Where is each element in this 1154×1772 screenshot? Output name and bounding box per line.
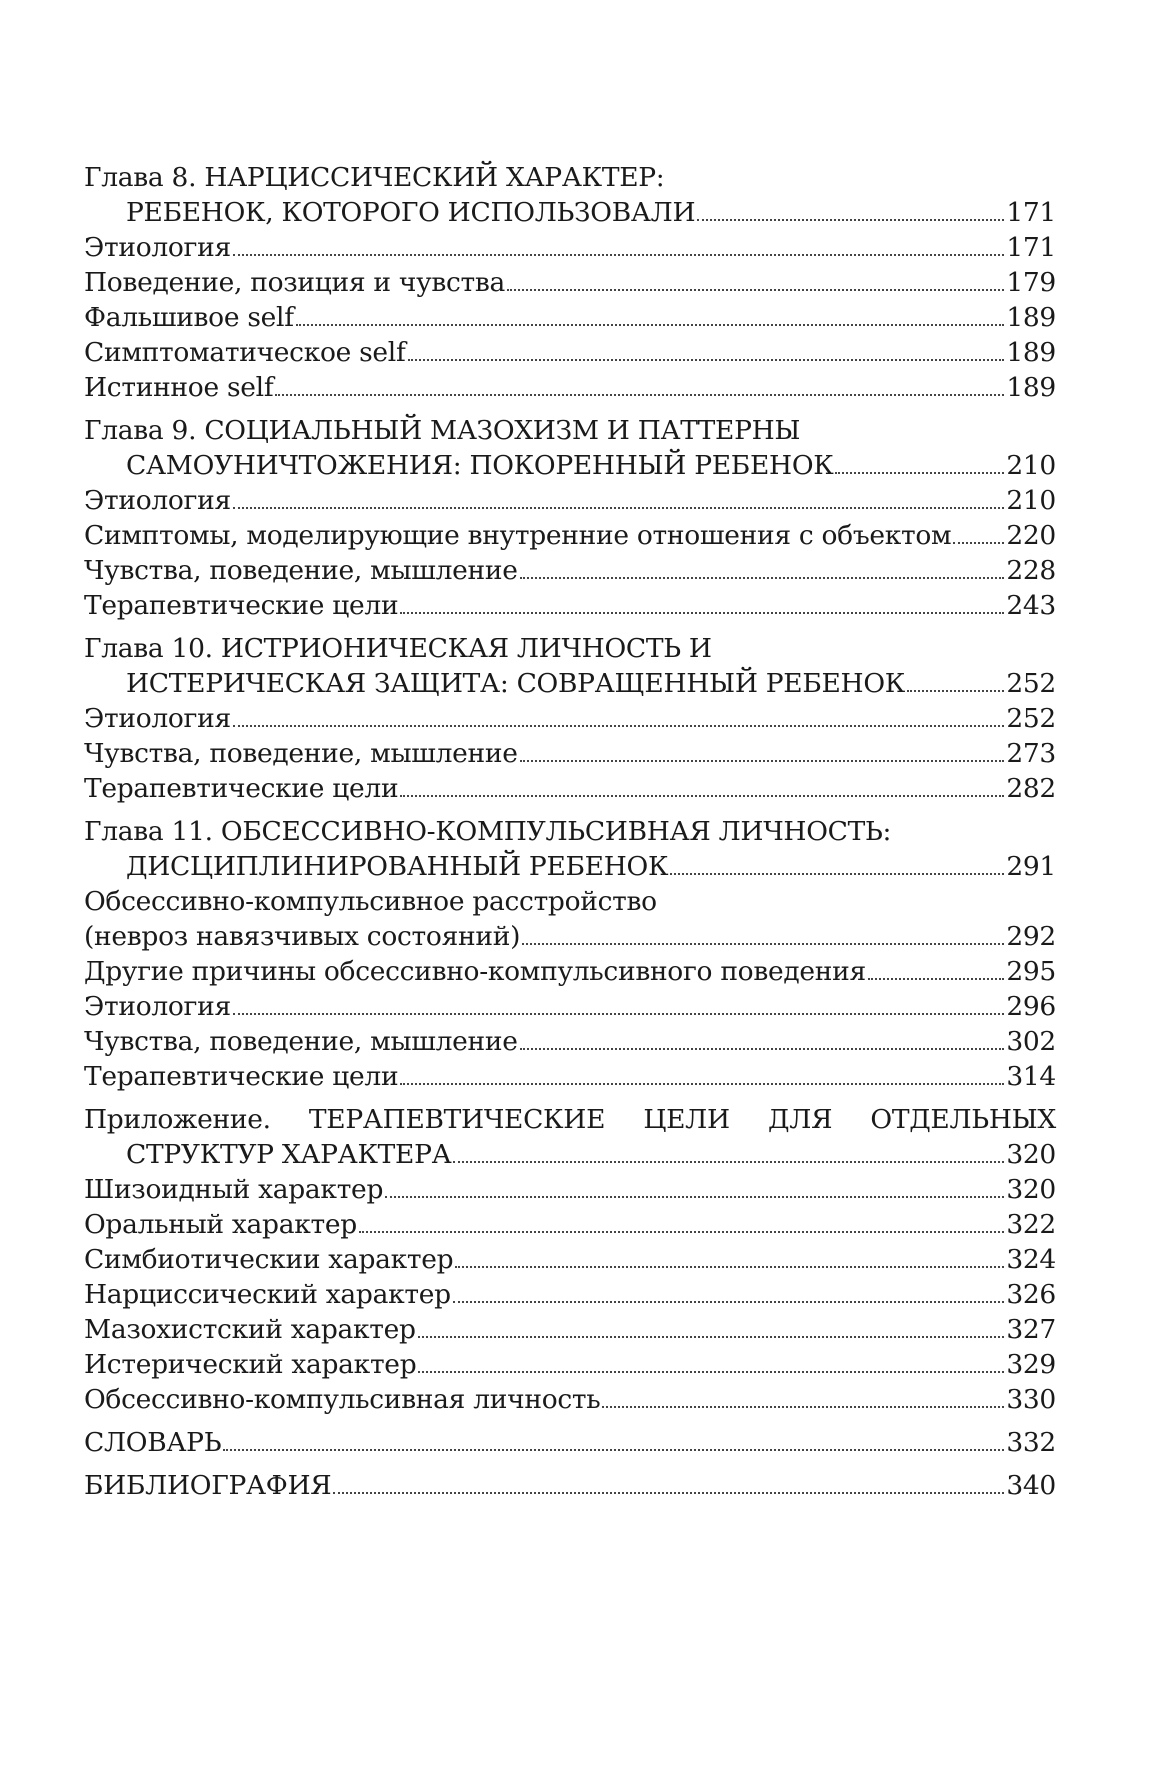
toc-page-number: 330: [1006, 1384, 1056, 1415]
toc-entry: [84, 1059, 1056, 1094]
dot-leader: [233, 254, 1004, 256]
dot-leader: [233, 507, 1004, 509]
section-gap: [84, 806, 1056, 814]
toc-entry-title: Этиология: [84, 991, 231, 1022]
toc-entry: [84, 1172, 1056, 1207]
dot-leader: [233, 725, 1004, 727]
toc-entry-title: Глава 10. ИСТРИОНИЧЕСКАЯ ЛИЧНОСТЬ И: [84, 633, 712, 664]
toc-entry: [84, 1277, 1056, 1312]
toc-chapter-title: [84, 195, 1056, 230]
toc-page-number: 189: [1006, 302, 1056, 333]
toc-entry-title: САМОУНИЧТОЖЕНИЯ: ПОКОРЕННЫЙ РЕБЕНОК: [126, 450, 834, 481]
dot-leader: [333, 1492, 1004, 1494]
toc-entry: [84, 1347, 1056, 1382]
toc-page-number: 243: [1006, 590, 1056, 621]
toc-entry-title: Терапевтические цели: [84, 590, 399, 621]
section-gap: [84, 1417, 1056, 1425]
toc-entry-title: РЕБЕНОК, КОТОРОГО ИСПОЛЬЗОВАЛИ: [126, 197, 696, 228]
dot-leader: [418, 1371, 1004, 1373]
toc-page-number: 171: [1006, 197, 1056, 228]
toc-chapter-title: [84, 849, 1056, 884]
toc-entry-title: Другие причины обсессивно-компульсивного поведения: [84, 956, 866, 987]
toc-page-number: 210: [1006, 485, 1056, 516]
toc-entry-title: БИБЛИОГРАФИЯ: [84, 1470, 332, 1501]
toc-entry-title: Этиология: [84, 485, 231, 516]
toc-entry-title: Чувства, поведение, мышление: [84, 738, 518, 769]
toc-entry-title: Симптоматическое self: [84, 337, 406, 368]
toc-page-number: 273: [1006, 738, 1056, 769]
toc-entry-title: Фальшивое self: [84, 302, 294, 333]
toc-entry: [84, 483, 1056, 518]
toc-heading-word: Приложение.: [84, 1104, 271, 1135]
toc-page-number: 291: [1006, 851, 1056, 882]
dot-leader: [868, 978, 1004, 980]
dot-leader: [602, 1406, 1004, 1408]
toc-entry-title: Мазохистский характер: [84, 1314, 416, 1345]
toc-entry: [84, 518, 1056, 553]
toc-entry-title: Чувства, поведение, мышление: [84, 555, 518, 586]
toc-page-number: 302: [1006, 1026, 1056, 1057]
toc-page-number: 320: [1006, 1174, 1056, 1205]
toc-heading-justified: [84, 1102, 1056, 1137]
toc-page-number: 324: [1006, 1244, 1056, 1275]
toc-chapter-heading: [84, 631, 1056, 666]
toc-page-number: 220: [1006, 520, 1056, 551]
toc-entry: [84, 370, 1056, 405]
toc-chapter-title: [84, 1137, 1056, 1172]
toc-page-number: 282: [1006, 773, 1056, 804]
toc-entry: [84, 335, 1056, 370]
section-gap: [84, 1460, 1056, 1468]
dot-leader: [385, 1196, 1004, 1198]
toc-entry-title: Симптомы, моделирующие внутренние отношения с объектом: [84, 520, 952, 551]
section-gap: [84, 405, 1056, 413]
toc-entry: [84, 989, 1056, 1024]
toc-entry-title: (невроз навязчивых состояний): [84, 921, 521, 952]
dot-leader: [400, 612, 1004, 614]
toc-page-number: 296: [1006, 991, 1056, 1022]
toc-entry-title: Истерический характер: [84, 1349, 417, 1380]
toc-entry: [84, 701, 1056, 736]
toc-entry-title: Обсессивно-компульсивное расстройство: [84, 886, 657, 917]
toc-page-number: 329: [1006, 1349, 1056, 1380]
dot-leader: [359, 1231, 1004, 1233]
toc-page-number: 228: [1006, 555, 1056, 586]
toc-page-number: 320: [1006, 1139, 1056, 1170]
toc-entry-title: ДИСЦИПЛИНИРОВАННЫЙ РЕБЕНОК: [126, 851, 669, 882]
toc-entry: [84, 1242, 1056, 1277]
toc-entry: [84, 1024, 1056, 1059]
dot-leader: [233, 1013, 1004, 1015]
toc-entry: [84, 771, 1056, 806]
toc-entry-title: Поведение, позиция и чувства: [84, 267, 506, 298]
toc-entry-title: Этиология: [84, 703, 231, 734]
toc-entry-title: Нарциссический характер: [84, 1279, 451, 1310]
toc-chapter-heading: [84, 413, 1056, 448]
dot-leader: [953, 542, 1004, 544]
dot-leader: [520, 1048, 1005, 1050]
toc-chapter-heading: [84, 160, 1056, 195]
toc-entry-title: Симбиотическии характер: [84, 1244, 454, 1275]
dot-leader: [418, 1336, 1005, 1338]
toc-page-number: 327: [1006, 1314, 1056, 1345]
toc-entry: [84, 230, 1056, 265]
toc-entry-title: Этиология: [84, 232, 231, 263]
toc-chapter-heading: [84, 814, 1056, 849]
toc-entry: [84, 300, 1056, 335]
toc-entry: [84, 919, 1056, 954]
dot-leader: [520, 760, 1005, 762]
toc-page-number: 189: [1006, 337, 1056, 368]
toc-entry-title: Истинное self: [84, 372, 274, 403]
dot-leader: [520, 577, 1005, 579]
toc-entry-title: Глава 11. ОБСЕССИВНО-КОМПУЛЬСИВНАЯ ЛИЧНОСТЬ:: [84, 816, 892, 847]
toc-entry: [84, 1425, 1056, 1460]
toc-entry: [84, 1468, 1056, 1503]
toc-entry: [84, 588, 1056, 623]
dot-leader: [275, 394, 1004, 396]
dot-leader: [400, 795, 1004, 797]
dot-leader: [670, 873, 1004, 875]
toc-chapter-heading: [84, 884, 1056, 919]
toc-page-number: 252: [1006, 703, 1056, 734]
toc-entry-title: Чувства, поведение, мышление: [84, 1026, 518, 1057]
dot-leader: [907, 690, 1004, 692]
dot-leader: [400, 1083, 1004, 1085]
toc-heading-word: ТЕРАПЕВТИЧЕСКИЕ: [308, 1104, 606, 1135]
table-of-contents: [84, 160, 1056, 1503]
dot-leader: [296, 324, 1005, 326]
dot-leader: [835, 472, 1004, 474]
toc-entry-title: Терапевтические цели: [84, 1061, 399, 1092]
toc-entry: [84, 1312, 1056, 1347]
toc-page-number: 252: [1006, 668, 1056, 699]
toc-page-number: 210: [1006, 450, 1056, 481]
dot-leader: [223, 1449, 1004, 1451]
section-gap: [84, 1094, 1056, 1102]
toc-entry: [84, 1207, 1056, 1242]
toc-page-number: 179: [1006, 267, 1056, 298]
dot-leader: [453, 1161, 1004, 1163]
toc-entry-title: Глава 8. НАРЦИССИЧЕСКИЙ ХАРАКТЕР:: [84, 162, 665, 193]
dot-leader: [408, 359, 1005, 361]
toc-page-number: 171: [1006, 232, 1056, 263]
dot-leader: [697, 219, 1004, 221]
dot-leader: [522, 943, 1004, 945]
toc-page-number: 314: [1006, 1061, 1056, 1092]
dot-leader: [507, 289, 1004, 291]
section-gap: [84, 623, 1056, 631]
toc-page-number: 332: [1006, 1427, 1056, 1458]
dot-leader: [455, 1266, 1004, 1268]
toc-entry: [84, 1382, 1056, 1417]
toc-entry-title: Оральный характер: [84, 1209, 357, 1240]
toc-entry-title: Обсессивно-компульсивная личность: [84, 1384, 601, 1415]
toc-entry: [84, 736, 1056, 771]
toc-chapter-title: [84, 448, 1056, 483]
toc-page-number: 326: [1006, 1279, 1056, 1310]
toc-entry: [84, 954, 1056, 989]
toc-entry-title: Терапевтические цели: [84, 773, 399, 804]
toc-page-number: 340: [1006, 1470, 1056, 1501]
toc-page-number: 292: [1006, 921, 1056, 952]
toc-entry-title: Шизоидный характер: [84, 1174, 384, 1205]
dot-leader: [453, 1301, 1005, 1303]
toc-heading-word: ЦЕЛИ: [643, 1104, 730, 1135]
toc-entry: [84, 265, 1056, 300]
toc-page-number: 322: [1006, 1209, 1056, 1240]
toc-heading-word: ОТДЕЛЬНЫХ: [870, 1104, 1056, 1135]
toc-page-number: 295: [1006, 956, 1056, 987]
toc-entry-title: СЛОВАРЬ: [84, 1427, 222, 1458]
toc-heading-word: ДЛЯ: [768, 1104, 833, 1135]
toc-entry-title: Глава 9. СОЦИАЛЬНЫЙ МАЗОХИЗМ И ПАТТЕРНЫ: [84, 415, 801, 446]
toc-chapter-title: [84, 666, 1056, 701]
toc-entry-title: СТРУКТУР ХАРАКТЕРА: [126, 1139, 452, 1170]
toc-entry: [84, 553, 1056, 588]
toc-entry-title: ИСТЕРИЧЕСКАЯ ЗАЩИТА: СОВРАЩЕННЫЙ РЕБЕНОК: [126, 668, 906, 699]
toc-page-number: 189: [1006, 372, 1056, 403]
